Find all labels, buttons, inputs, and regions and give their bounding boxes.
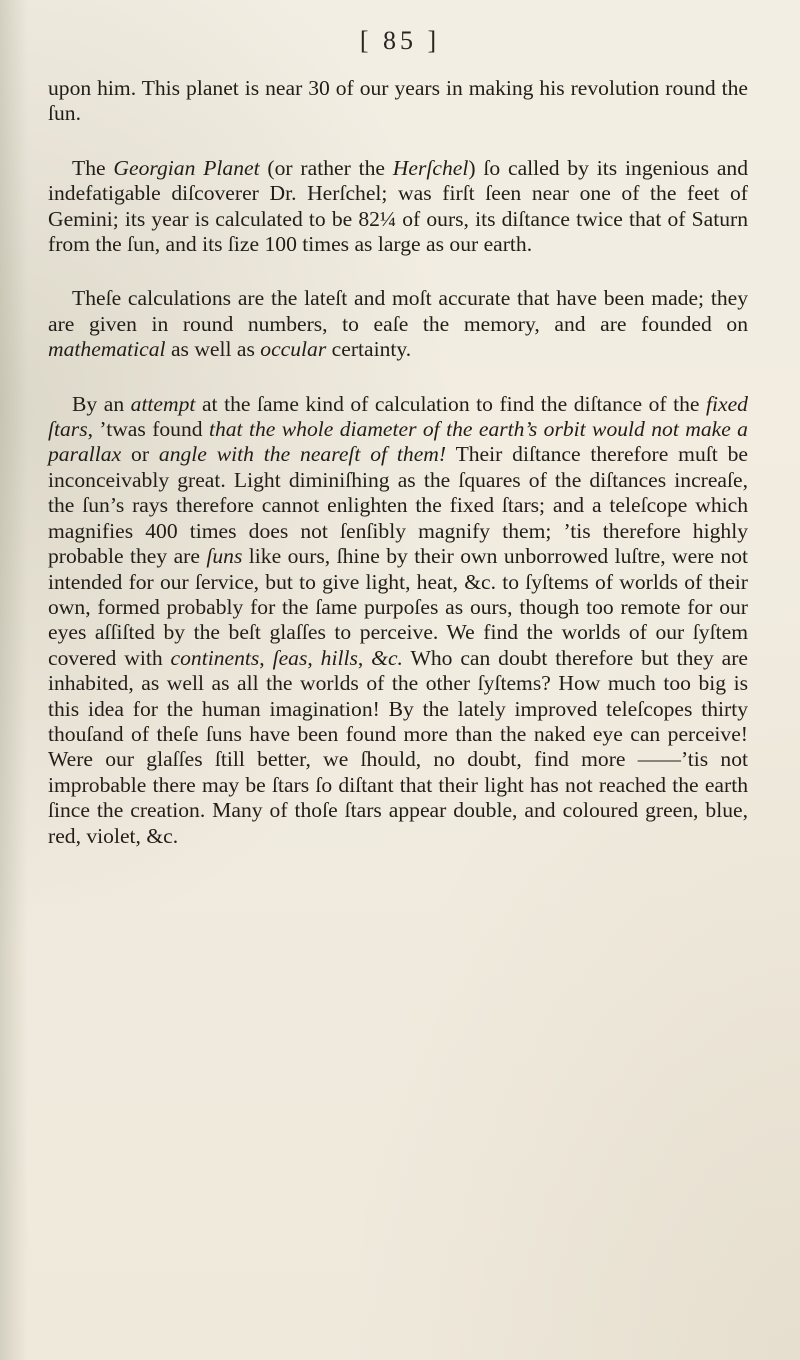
text-segment: The xyxy=(72,155,114,180)
page-body xyxy=(48,76,748,849)
italic-text: ſeas xyxy=(272,645,308,670)
text-segment: , xyxy=(307,645,321,670)
italic-text: hills xyxy=(320,645,358,670)
binding-shadow xyxy=(0,0,28,1360)
page-number: [ 85 ] xyxy=(359,26,441,55)
text-segment: certainty. xyxy=(326,337,412,362)
text-segment: Theſe calculations are the lateſt and moſt accurate that have been made; they are given in round numbers, to eaſe the memory, and are founded on xyxy=(48,286,748,336)
italic-text: ſuns xyxy=(206,544,243,569)
italic-text: that the whole diameter of the earth’s orbit would not make a parallax xyxy=(48,417,748,467)
text-segment: as well as xyxy=(165,337,261,362)
paragraph-2 xyxy=(48,156,748,258)
italic-text: Georgian Planet xyxy=(113,155,260,180)
text-segment: ) ſo called by its ingenious and indefatigable diſcoverer Dr. Herſchel; was firſt ſeen near one of the feet of Gemini; its year is calculated to be 82¼ of ours, its diſtance twice that of Saturn from the ſun, and its ſize 100 times as large as our earth. xyxy=(48,155,748,257)
text-segment: at the ſame kind of calculation to find the diſtance of the xyxy=(195,391,707,416)
text-segment: Who can doubt therefore but they are inhabited, as well as all the worlds of the other ſyſtems? How much too big is this idea for the human imagination! By the lately improved teleſcopes thirty thouſand of theſe ſuns have been found more than the naked eye can perceive! Were our glaſſes ſtill better, we ſhould, no doubt, find more ——’tis not improbable there may be ſtars ſo diſtant that their light has not reached the earth ſince the creation. Many of thoſe ſtars appear double, and coloured green, blue, red, violet, &c. xyxy=(48,645,749,848)
text-segment: , ’twas found xyxy=(87,417,209,442)
text-segment: Their diſtance therefore muſt be inconceivably great. Light diminiſhing as the ſquares of the diſtances increaſe, the ſun’s rays therefore cannot enlighten the fixed ſtars; and a teleſcope which magnifies 400 times does not ſenſibly magnify them; ’tis therefore highly probable they are xyxy=(48,442,748,569)
paragraph-3 xyxy=(48,286,748,362)
text-segment: (or rather the xyxy=(259,155,393,180)
italic-text: mathematical xyxy=(48,337,166,362)
text-segment: By an xyxy=(72,391,131,416)
text-segment: like ours, ſhine by their own unborrowed luſtre, were not intended for our ſervice, but to give light, heat, &c. to ſyſtems of worlds of their own, formed probably for the ſame purpoſes as ours, though too remote for our eyes aſſiſted by the beſt glaſſes to perceive. We find the worlds of our ſyſtem covered with xyxy=(48,544,749,670)
italic-text: continents xyxy=(170,645,260,670)
italic-text: angle with the neareſt of them! xyxy=(158,442,447,467)
paragraph-1 xyxy=(48,76,748,127)
italic-text: attempt xyxy=(130,391,196,416)
italic-text: &c. xyxy=(371,645,403,670)
paragraph-4 xyxy=(48,392,748,849)
italic-text: occular xyxy=(260,337,327,362)
text-segment: or xyxy=(121,442,159,467)
text-segment: , xyxy=(357,645,372,670)
italic-text: Herſchel xyxy=(392,155,469,180)
text-segment: upon him. This planet is near 30 of our years in making his revolution round the ſun. xyxy=(48,76,748,126)
text-segment: , xyxy=(259,645,273,670)
italic-text: fixed ſtars xyxy=(48,391,748,442)
